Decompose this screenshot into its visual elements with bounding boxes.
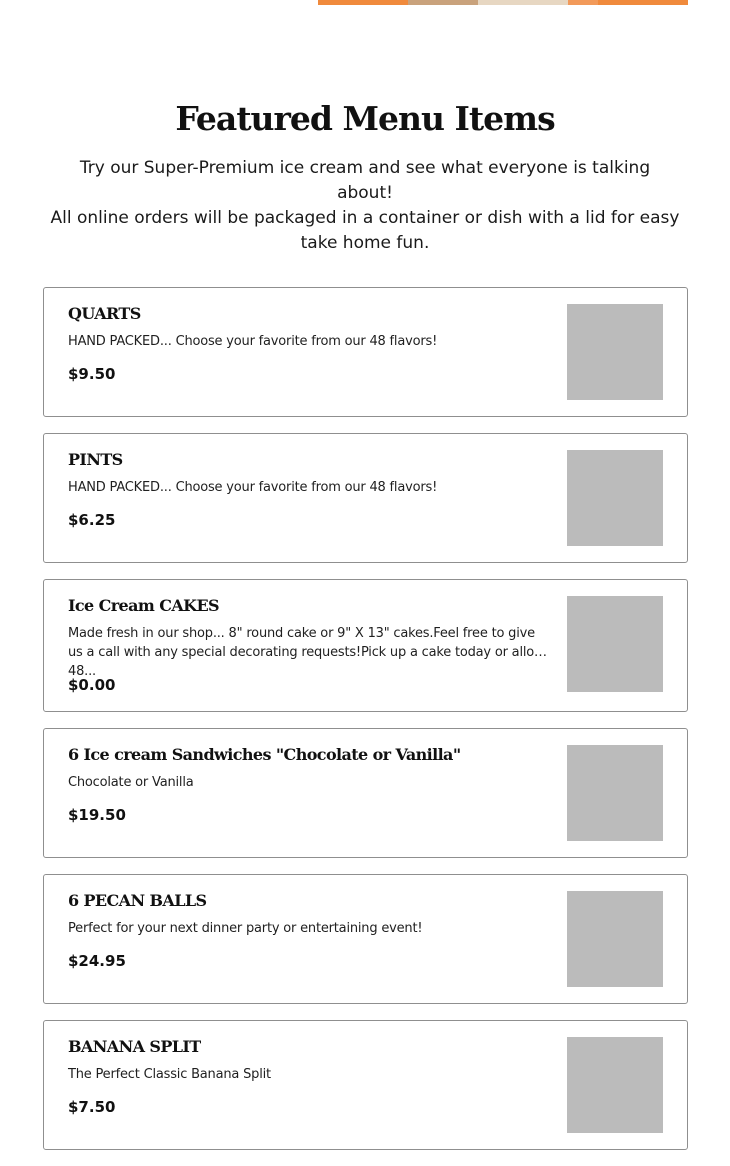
item-description: Perfect for your next dinner party or entertaining event! [68, 921, 423, 936]
item-description: The Perfect Classic Banana Split [68, 1067, 271, 1082]
item-price: $19.50 [68, 806, 126, 824]
section-title: Featured Menu Items [175, 99, 555, 138]
menu-item-list [43, 287, 688, 1166]
item-description: Made fresh in our shop... 8" round cake or 9" X 13" cakes.Feel free to give us a call with any special decorating requests!Pick up a cake today or allow 48... [68, 626, 545, 679]
menu-item-card[interactable] [43, 728, 688, 858]
item-name: Ice Cream CAKES [68, 596, 219, 615]
item-description: HAND PACKED... Choose your favorite from our 48 flavors! [68, 334, 438, 349]
item-name: PINTS [68, 450, 123, 469]
item-description: Chocolate or Vanilla [68, 775, 194, 790]
menu-item-card[interactable] [43, 1020, 688, 1150]
item-name: 6 Ice cream Sandwiches "Chocolate or Vanilla" [68, 745, 461, 764]
item-name: 6 PECAN BALLS [68, 891, 207, 910]
item-price: $24.95 [68, 952, 126, 970]
item-name: QUARTS [68, 304, 141, 323]
item-price: $0.00 [68, 676, 116, 694]
item-image[interactable] [567, 450, 663, 546]
item-price: $9.50 [68, 365, 116, 383]
section-subtitle [50, 156, 680, 256]
subtitle-line: All online orders will be packaged in a container or dish with a lid for easy take home fun. [50, 208, 680, 253]
item-description: HAND PACKED... Choose your favorite from our 48 flavors! [68, 480, 438, 495]
item-image[interactable] [567, 891, 663, 987]
menu-item-card[interactable] [43, 433, 688, 563]
hero-photo-segment [408, 0, 478, 5]
item-image[interactable] [567, 304, 663, 400]
menu-item-card[interactable] [43, 287, 688, 417]
menu-item-card[interactable] [43, 579, 688, 712]
item-image[interactable] [567, 745, 663, 841]
item-image[interactable] [567, 596, 663, 692]
hero-photo-segment [478, 0, 568, 5]
item-image[interactable] [567, 1037, 663, 1133]
subtitle-line: Try our Super-Premium ice cream and see what everyone is talking about! [79, 158, 651, 203]
hero-photo-segment [568, 0, 598, 5]
menu-item-card[interactable] [43, 874, 688, 1004]
item-price: $7.50 [68, 1098, 116, 1116]
item-name: BANANA SPLIT [68, 1037, 201, 1056]
hero-image [318, 0, 688, 5]
item-price: $6.25 [68, 511, 116, 529]
